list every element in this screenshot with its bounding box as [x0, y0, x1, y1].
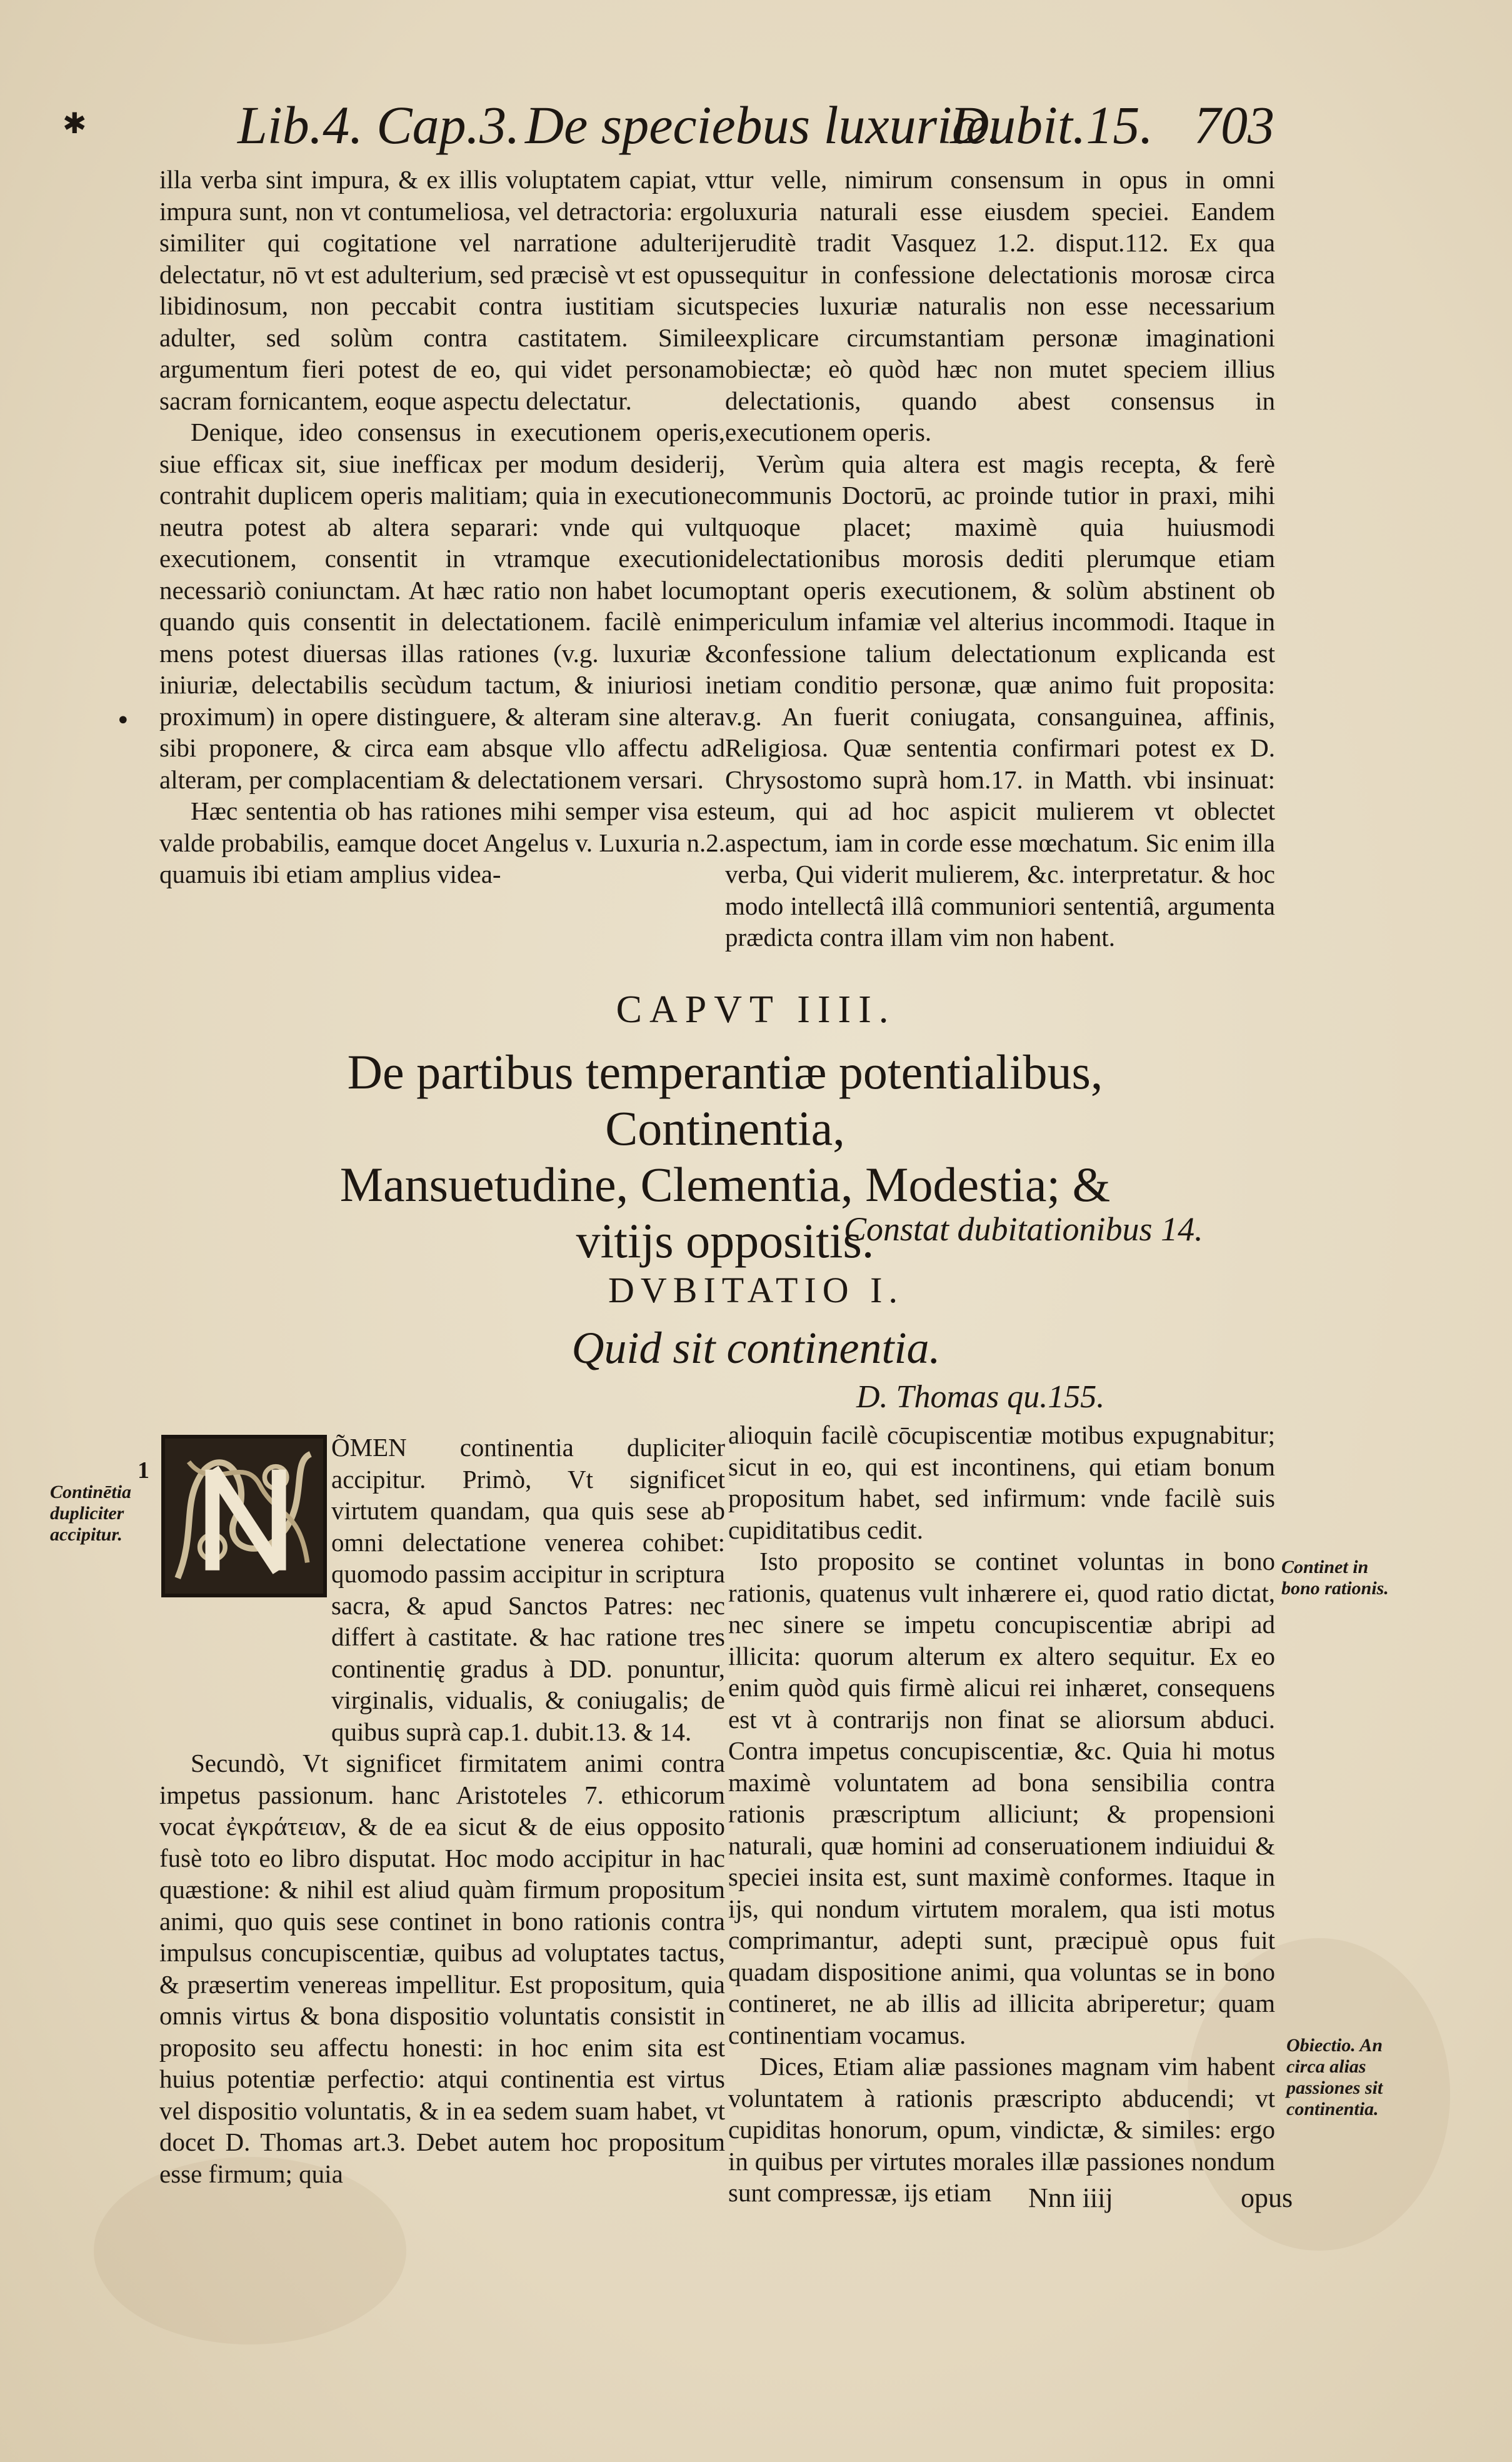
chapter-heading: CAPVT IIII. [616, 988, 896, 1031]
margin-number: 1 [138, 1457, 149, 1484]
constat-line: Constat dubitationibus 14. [844, 1210, 1203, 1248]
paragraph: Dices, Etiam aliæ passiones magnam vim habent voluntatem à rationis præscripto abducendi; vt cupiditas honorum, opum, vindictæ, & similes: ergo in quibus per virtutes morales illæ passiones nondum sunt compressæ, ijs etiam [728, 2052, 1275, 2207]
bottom-left-column [159, 1432, 725, 2189]
header-title: De speciebus luxuriæ. [525, 95, 1001, 155]
top-left-column [159, 164, 725, 890]
paragraph: alioquin facilè cōcupiscentiæ motibus expugnabitur; sicut in eo, qui est incontinens, qui etiam bonum propositum habet, sed infirmum: vnde facilè suis cupiditatibus cedit. [728, 1420, 1275, 1544]
margin-note: Continet in bono rationis. [1281, 1557, 1389, 1599]
margin-note: Obiectio. An circa alias passiones sit continentia. [1286, 2035, 1383, 2119]
header-dubit: Dubit.15. [950, 95, 1153, 155]
top-right-column [725, 164, 1275, 953]
printer-asterisk-mark: ✱ [63, 106, 87, 140]
page-number: 703 [1194, 95, 1274, 155]
running-header [238, 94, 1300, 156]
paragraph: ÕMEN continentia dupliciter accipitur. Primò, Vt significet virtutem quandam, qua quis sese ab omni delectatione venerea cohibet: quomodo passim accipitur in scriptura sacra, & apud Sanctos Patres: nec differt à castitate. & hac ratione tres continentię gradus à DD. ponuntur, virginalis, vidualis, & coniugalis; de quibus suprà cap.1. dubit.13. & 14. [331, 1433, 725, 1746]
chapter-title-line: De partibus temperantiæ potentialibus, Continentia, [347, 1045, 1103, 1155]
chapter-title-line: vitijs oppositis. [576, 1213, 874, 1268]
margin-note: Continētia dupliciter accipitur. [50, 1482, 132, 1545]
paragraph: Denique, ideo consensus in executionem operis, siue efficax sit, siue inefficax per modum desiderij, contrahit duplicem operis malitiam; quia in executione neutra potest ab altera separari: vnde qui vult executionem, consentit in vtramque executioni necessariò coniunctam. At hæc ratio non habet locum quando quis consentit in delectationem. facilè enim mens potest diuersas illas rationes (v.g. luxuriæ & iniuriæ, delectabilis secùdum tactum, & iniuriosi in proximum) in opere distinguere, & alteram sine altera sibi proponere, & circa eam absque vllo affectu ad alteram, per complacentiam & delectationem versari. [159, 418, 725, 794]
bottom-right-column [728, 1419, 1275, 2209]
dubitatio-heading: DVBITATIO I. [608, 1270, 904, 1310]
header-book: Lib.4. Cap.3. [238, 95, 520, 155]
paragraph: illa verba sint impura, & ex illis voluptatem capiat, vt impura sunt, non vt contumeliosa, vel detractoria: ergo similiter qui cogitatione vel narratione adulterij delectatur, nō vt est adulterium, sed præcisè vt est opus libidinosum, non peccabit contra iustitiam sicut adulter, sed solùm contra castitatem. Simile argumentum fieri potest de eo, qui videt personam sacram fornicantem, eoque aspectu delectatur. [159, 165, 725, 415]
paragraph: Hæc sententia ob has rationes mihi semper visa est valde probabilis, eamque docet Angelus v. Luxuria n.2. quamuis ibi etiam amplius videa- [159, 796, 725, 888]
chapter-title-line: Mansuetudine, Clementia, Modestia; & [339, 1157, 1111, 1212]
signature-mark: Nnn iiij [1028, 2183, 1113, 2213]
paragraph: Verùm quia altera est magis recepta, & ferè communis Doctorū, ac proinde tutior in praxi, mihi quoque placet; maximè quia huiusmodi delectationibus morosis dediti plerumque etiam optant operis executionem, & solùm abstinent ob periculum infamiæ vel alterius incommodi. Itaque in confessione talium delectationum explicanda est etiam conditio personæ, quæ animo fuit proposita: v.g. An fuerit coniugata, consanguinea, affinis, Religiosa. Quæ sententia confirmari potest ex D. Chrysostomo suprà hom.17. in Matth. vbi insinuat: eum, qui ad hoc aspicit mulierem vt oblectet aspectum, iam in corde esse mœchatum. Sic enim illa verba, Qui viderit mulierem, &c. interpretatur. & hoc modo intellectâ illâ communiori sententiâ, argumenta prædicta contra illam vim non habent. [725, 449, 1275, 952]
paragraph: Isto proposito se continet voluntas in bono rationis, quatenus vult inhærere ei, quod ratio dictat, nec sinere se impetu concupiscentiæ abripi ad illicita: quorum alterum ex altero sequitur. Ex eo enim quòd quis firmè alicui rei inhæret, consequens est vt à contrarijs non finat se aliorsum abduci. Contra impetus concupiscentiæ, &c. Quia hi motus maximè voluntatem ad bona sensibilia contra rationis præscriptum alliciunt; & propensioni naturali, quæ homini ad conseruationem indiuidui & speciei insita est, sunt maximè conformes. Itaque in ijs, qui nondum virtutem moralem, qua isti motus comprimantur, adepti sunt, præcipuè opus fuit quadam dispositione animi, qua voluntas se in bono contineret, ne ab illis ad illicita abriperetur; quam continentiam vocamus. [728, 1547, 1275, 2049]
source-reference: D. Thomas qu.155. [856, 1379, 1105, 1415]
catchword: opus [1241, 2183, 1293, 2213]
question-title: Quid sit continentia. [571, 1323, 941, 1373]
paragraph: tur velle, nimirum consensum in opus in omni luxuria naturali esse eiusdem speciei. Eandem eruditè tradit Vasquez 1.2. disput.112. Ex qua sequitur in confessione delectationis morosæ circa species luxuriæ naturalis non esse necessarium explicare circumstantiam personæ imaginationi obiectæ; eò quòd hæc non mutet speciem illius delectationis, quando abest consensus in executionem operis. [725, 165, 1275, 446]
paragraph: Secundò, Vt significet firmitatem animi contra impetus passionum. hanc Aristoteles 7. ethicorum vocat ἐγκράτειαν, & de ea sicut & de eius opposito fusè toto eo libro disputat. Hoc modo accipitur in hac quæstione: & nihil est aliud quàm firmum propositum animi, quo quis sese continet in bono rationis contra impulsus concupiscentiæ, quibus ad voluptates tactus, & præsertim venereas impellitur. Est propositum, quia omnis virtus & bona dispositio voluntatis consistit in proposito seu affectu honesti: in hoc enim sita est huius potentiæ perfectio: atqui continentia est virtus vel dispositio voluntatis, & in ea sedem suam habet, vt docet D. Thomas art.3. Debet autem hoc propositum esse firmum; quia [159, 1749, 725, 2188]
margin-bullet: • [116, 706, 131, 735]
